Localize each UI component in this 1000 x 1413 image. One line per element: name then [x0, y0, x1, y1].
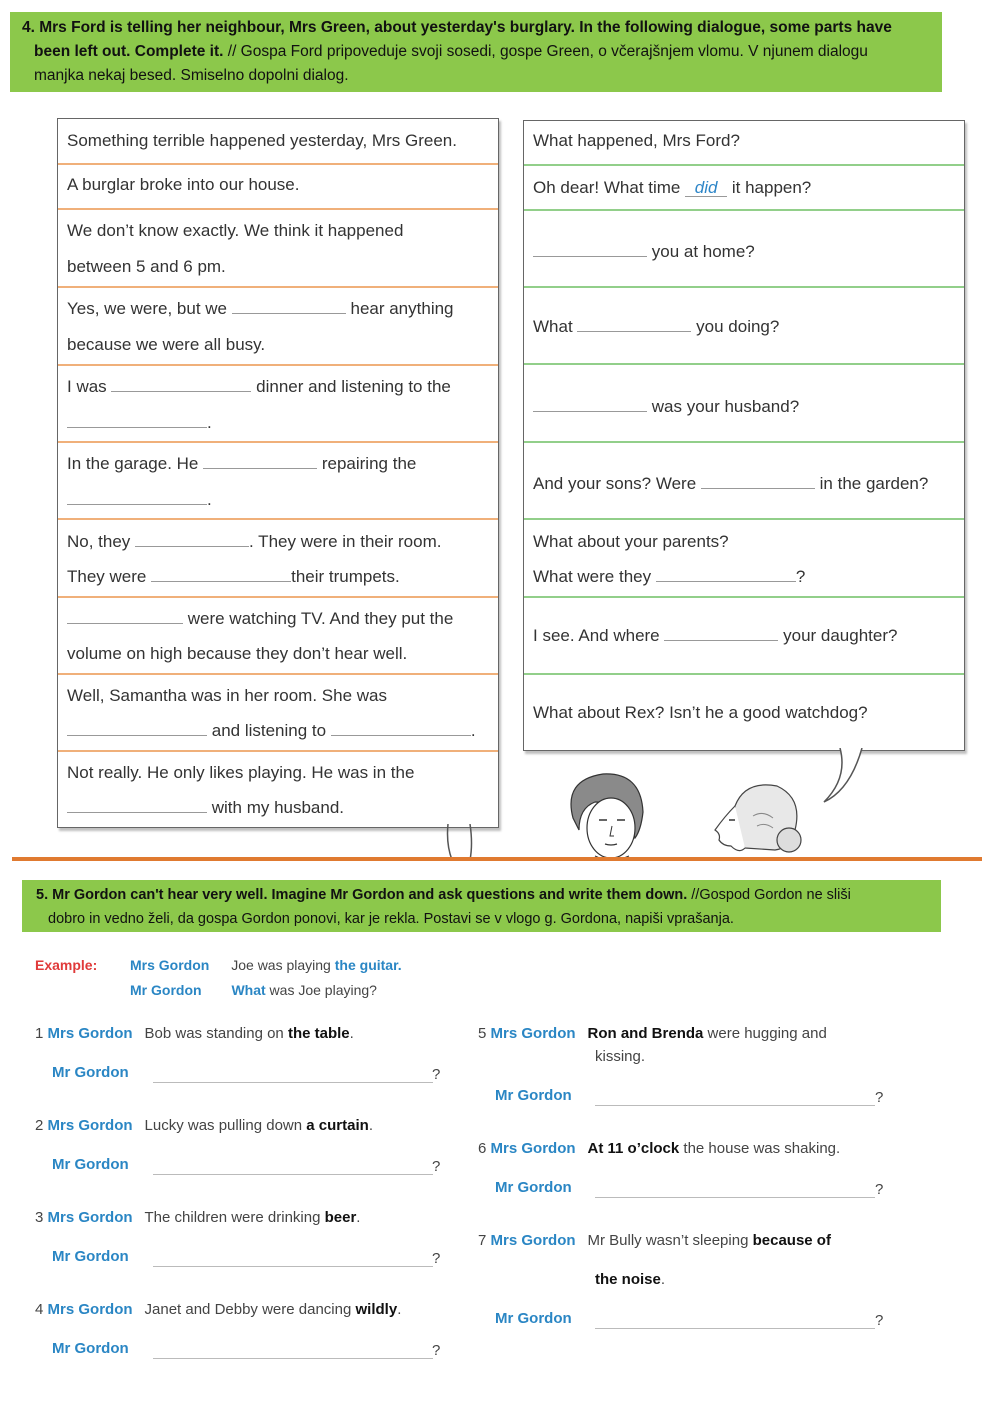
statement-text [588, 1025, 827, 1042]
exercise-2-answer-line[interactable] [153, 1174, 433, 1175]
task5-banner [22, 880, 941, 932]
statement-pre: Bob was standing on [144, 1025, 288, 1042]
speech-tail-right-icon [820, 748, 870, 808]
answer-blank[interactable] [111, 377, 251, 392]
separator [58, 286, 498, 288]
item-number: 2 [35, 1117, 48, 1134]
section-divider [12, 857, 982, 861]
exercise-7-answer-line[interactable] [595, 1328, 875, 1329]
statement-pre: Mr Bully wasn’t sleeping [587, 1232, 753, 1249]
speaker-mrs-gordon: Mrs Gordon [47, 1209, 133, 1226]
question-mark: ? [432, 1342, 441, 1359]
answer-blank[interactable] [151, 567, 291, 582]
speaker-mr-gordon: Mr Gordon [495, 1179, 572, 1196]
speaker-mr-gordon: Mr Gordon [52, 1064, 129, 1081]
speaker-mrs-gordon: Mrs Gordon [47, 1025, 133, 1042]
separator [524, 363, 964, 365]
filled-answer[interactable]: did [685, 180, 727, 197]
answer-blank[interactable] [533, 397, 647, 412]
statement-key: because of [752, 1232, 831, 1249]
statement-post: . [356, 1209, 361, 1226]
example-mrs-line: Mrs Gordon Joe was playing the guitar. [130, 957, 402, 973]
statement-text [145, 1025, 354, 1042]
statement-text [588, 1140, 841, 1157]
speaker-mr-gordon: Mr Gordon [495, 1310, 572, 1327]
separator [524, 164, 964, 166]
item-number: 7 [478, 1232, 491, 1249]
question-mark: ? [875, 1312, 884, 1329]
exercise-4-mr-gordon-label [52, 1340, 129, 1357]
exercise-7-statement-cont [595, 1271, 665, 1288]
exercise-6-answer-line[interactable] [595, 1197, 875, 1198]
exercise-6-statement [478, 1140, 840, 1157]
statement-key: Ron and Brenda [587, 1025, 704, 1042]
separator [58, 596, 498, 598]
answer-blank[interactable] [67, 798, 207, 813]
separator [58, 673, 498, 675]
answer-blank[interactable] [67, 490, 207, 505]
statement-text [145, 1117, 373, 1134]
exercise-6-mr-gordon-label [495, 1179, 572, 1196]
separator [58, 441, 498, 443]
exercise-1-mr-gordon-label [52, 1064, 129, 1081]
exercise-5-statement-cont [595, 1048, 645, 1065]
statement-text [145, 1209, 361, 1226]
question-mark: ? [432, 1250, 441, 1267]
separator [58, 208, 498, 210]
separator [58, 518, 498, 520]
separator [524, 518, 964, 520]
speaker-mr-gordon: Mr Gordon [52, 1156, 129, 1173]
exercise-5-answer-line[interactable] [595, 1105, 875, 1106]
mrs-green-dialogue-card: What happened, Mrs Ford? Oh dear! What time did it happen? you at home? What you doing? was your husband? And your sons? Were in the garden? What about your parents? What were they ? I see. And where your daughter? What about Rex? Isn’t he a good watchdog? [523, 120, 965, 751]
task5-title: 5. Mr Gordon can't hear very well. Imagine Mr Gordon and ask questions and write them down. [36, 887, 688, 903]
question-mark: ? [875, 1181, 884, 1198]
statement-pre: Lucky was pulling down [144, 1117, 307, 1134]
task4-title: 4. Mrs Ford is telling her neighbour, Mrs Green, about yesterday's burglary. In the following dialogue, some parts have [22, 19, 892, 36]
statement-key: the table [287, 1025, 350, 1042]
exercise-5-statement [478, 1025, 827, 1042]
answer-blank[interactable] [67, 609, 183, 624]
statement-post: kissing. [595, 1048, 646, 1065]
exercise-3-mr-gordon-label [52, 1248, 129, 1265]
exercise-3-answer-line[interactable] [153, 1266, 433, 1267]
question-mark: ? [432, 1158, 441, 1175]
statement-post: . [349, 1025, 354, 1042]
exercise-1-statement [35, 1025, 354, 1042]
answer-blank[interactable] [67, 413, 207, 428]
statement-pre: The children were drinking [144, 1209, 325, 1226]
exercise-2-statement [35, 1117, 373, 1134]
statement-post: the house was shaking. [679, 1140, 841, 1157]
statement-post: . [368, 1117, 373, 1134]
separator [524, 286, 964, 288]
question-mark: ? [432, 1066, 441, 1083]
exercise-5-mr-gordon-label [495, 1087, 572, 1104]
separator [524, 596, 964, 598]
item-number: 4 [35, 1301, 48, 1318]
mrs-green-illustration-icon [705, 776, 815, 860]
item-number: 1 [35, 1025, 48, 1042]
statement-pre: Janet and Debby were dancing [144, 1301, 356, 1318]
statement-text [588, 1232, 831, 1249]
statement-key: wildly [355, 1301, 398, 1318]
exercise-4-statement [35, 1301, 401, 1318]
statement-key: a curtain [306, 1117, 369, 1134]
statement-key: the noise [595, 1271, 661, 1288]
statement-post: were hugging and [703, 1025, 827, 1042]
mrs-ford-illustration-icon [555, 768, 675, 860]
separator [58, 163, 498, 165]
answer-blank[interactable] [656, 567, 796, 582]
exercise-2-mr-gordon-label [52, 1156, 129, 1173]
answer-blank[interactable] [701, 474, 815, 489]
answer-blank[interactable] [533, 242, 647, 257]
separator [58, 750, 498, 752]
speaker-mrs-gordon: Mrs Gordon [47, 1117, 133, 1134]
speaker-mr-gordon: Mr Gordon [495, 1087, 572, 1104]
answer-blank[interactable] [664, 626, 778, 641]
speaker-mr-gordon: Mr Gordon [52, 1340, 129, 1357]
statement-post: . [660, 1271, 666, 1288]
exercise-7-statement [478, 1232, 831, 1249]
answer-blank[interactable] [203, 454, 317, 469]
question-mark: ? [875, 1089, 884, 1106]
statement-post: . [397, 1301, 402, 1318]
answer-blank[interactable] [331, 721, 471, 736]
task5-translation: //Gospod Gordon ne sliši [687, 887, 851, 903]
speaker-mrs-gordon: Mrs Gordon [490, 1140, 576, 1157]
answer-blank[interactable] [67, 721, 207, 736]
speaker-mrs-gordon: Mrs Gordon [490, 1025, 576, 1042]
exercise-4-answer-line[interactable] [153, 1358, 433, 1359]
separator [524, 673, 964, 675]
task5-translation-2: dobro in vedno želi, da gospa Gordon ponovi, kar je rekla. Postavi se v vlogo g. Gordona, napiši vprašanja. [48, 911, 734, 927]
exercise-1-answer-line[interactable] [153, 1082, 433, 1083]
task4-title-2: been left out. Complete it. [34, 43, 224, 60]
item-number: 5 [478, 1025, 491, 1042]
speaker-mr-gordon: Mr Gordon [52, 1248, 129, 1265]
item-number: 6 [478, 1140, 491, 1157]
answer-blank[interactable] [232, 299, 346, 314]
task4-banner [10, 12, 942, 92]
task4-translation-2: manjka nekaj besed. Smiselno dopolni dialog. [34, 67, 349, 84]
exercise-3-statement [35, 1209, 360, 1226]
item-number: 3 [35, 1209, 48, 1226]
exercise-7-mr-gordon-label [495, 1310, 572, 1327]
statement-text [145, 1301, 402, 1318]
example-mr-line: Mr Gordon What was Joe playing? [130, 982, 377, 998]
separator [58, 364, 498, 366]
example-label: Example: [35, 957, 98, 973]
answer-blank[interactable] [577, 317, 691, 332]
speaker-mrs-gordon: Mrs Gordon [490, 1232, 576, 1249]
answer-blank[interactable] [135, 532, 249, 547]
separator [524, 209, 964, 211]
statement-key: beer [324, 1209, 357, 1226]
task4-translation: // Gospa Ford pripoveduje svoji sosedi, gospe Green, o včerajšnjem vlomu. V njunem dialogu [223, 43, 868, 60]
separator [524, 441, 964, 443]
statement-key: At 11 o’clock [587, 1140, 680, 1157]
speaker-mrs-gordon: Mrs Gordon [47, 1301, 133, 1318]
mrs-ford-dialogue-card: Something terrible happened yesterday, Mrs Green. A burglar broke into our house. We don’t know exactly. We think it happened between 5 and 6 pm. Yes, we were, but we hear anything because we were all busy. I was dinner and listening to the . In the garage. He repairing the . No, they . They were in their room. They were their trumpets. were watching TV. And they put the volume on high because they don’t hear well. Well, Samantha was in her room. She was and listening to . Not really. He only likes playing. He was in the with my husband. [57, 118, 499, 828]
